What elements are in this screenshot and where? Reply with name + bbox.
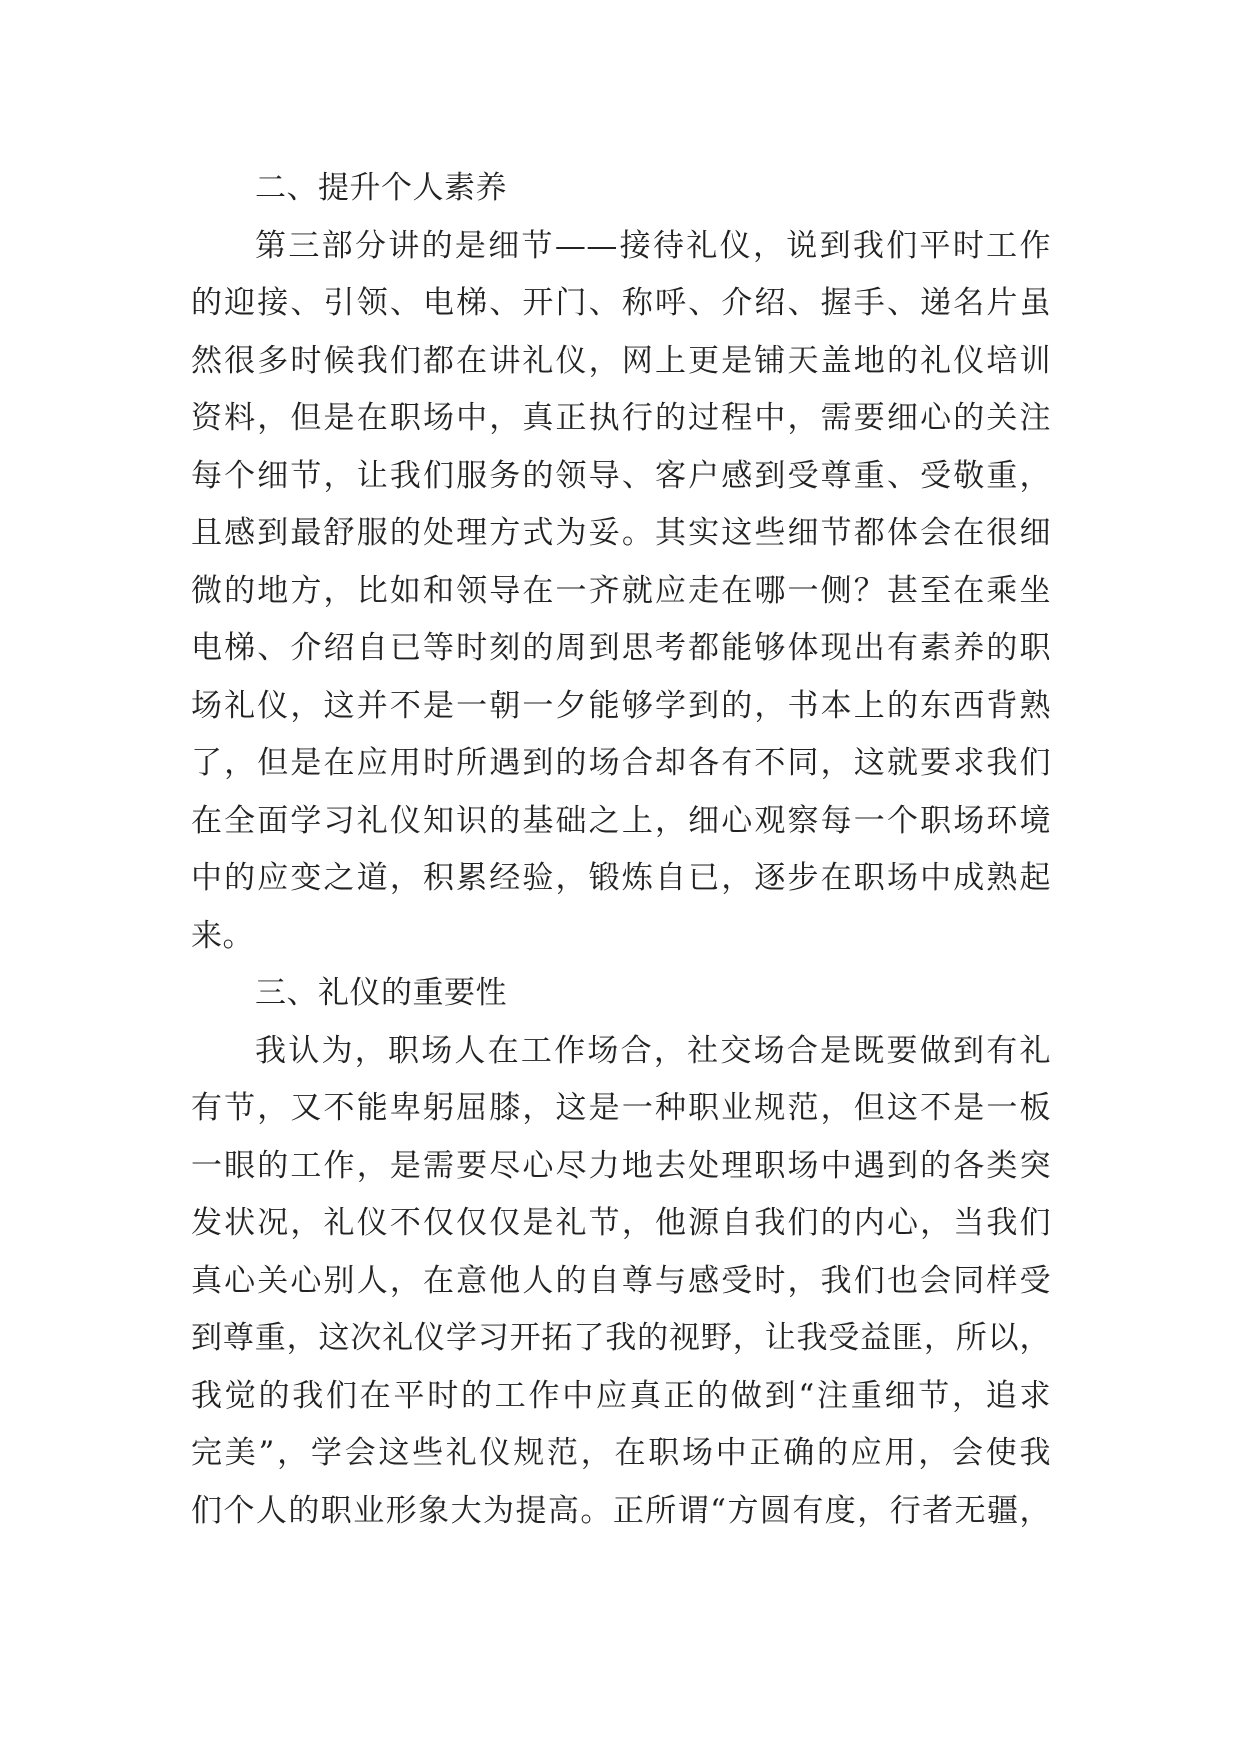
paragraph-line: 了，但是在应用时所遇到的场合却各有不同，这就要求我们 [191,745,1051,781]
paragraph-line: 我觉的我们在平时的工作中应真正的做到“注重细节，追求 [191,1377,1051,1414]
paragraph-line: 电梯、介绍自已等时刻的周到思考都能够体现出有素养的职 [191,630,1051,666]
paragraph-line: 我认为，职场人在工作场合，社交场合是既要做到有礼 [255,1032,1051,1069]
paragraph-line: 在全面学习礼仪知识的基础之上，细心观察每一个职场环境 [191,802,1051,839]
paragraph-line: 一眼的工作，是需要尽心尽力地去处理职场中遇到的各类突 [191,1147,1051,1184]
paragraph-line: 资料，但是在职场中，真正执行的过程中，需要细心的关注 [191,400,1051,436]
document-body [191,160,1051,1540]
paragraph-line: 场礼仪，这并不是一朝一夕能够学到的，书本上的东西背熟 [191,687,1051,724]
paragraph-line: 且感到最舒服的处理方式为妥。其实这些细节都体会在很细 [191,515,1051,551]
paragraph-line: 第三部分讲的是细节——接待礼仪，说到我们平时工作 [255,227,1051,264]
paragraph-line: 微的地方，比如和领导在一齐就应走在哪一侧？甚至在乘坐 [191,572,1051,609]
paragraph-line: 来。 [191,917,254,954]
paragraph-line: 然很多时候我们都在讲礼仪，网上更是铺天盖地的礼仪培训 [191,342,1051,379]
paragraph-line: 每个细节，让我们服务的领导、客户感到受尊重、受敬重， [191,457,1051,494]
paragraph-line: 们个人的职业形象大为提高。正所谓“方圆有度，行者无疆， [191,1492,1051,1529]
paragraph-line: 完美”，学会这些礼仪规范，在职场中正确的应用，会使我 [191,1435,1051,1471]
section-heading-3: 三、礼仪的重要性 [255,975,507,1011]
paragraph-line: 到尊重，这次礼仪学习开拓了我的视野，让我受益匪，所以， [191,1320,1051,1356]
section-heading-2: 二、提升个人素养 [255,170,507,206]
paragraph-line: 中的应变之道，积累经验，锻炼自已，逐步在职场中成熟起 [191,860,1051,896]
paragraph-line: 的迎接、引领、电梯、开门、称呼、介绍、握手、递名片虽 [191,285,1051,321]
paragraph-line: 发状况，礼仪不仅仅仅是礼节，他源自我们的内心，当我们 [191,1205,1051,1241]
paragraph-line: 有节，又不能卑躬屈膝，这是一种职业规范，但这不是一板 [191,1090,1051,1126]
paragraph-line: 真心关心别人，在意他人的自尊与感受时，我们也会同样受 [191,1262,1051,1299]
